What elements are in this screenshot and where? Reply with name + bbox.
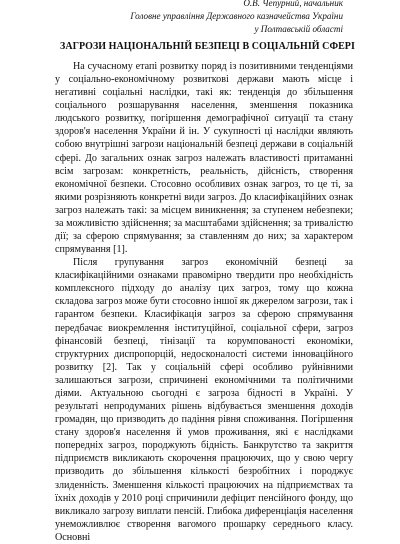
- author-name: О.В. Чепурний, начальник: [243, 0, 343, 8]
- paragraph-2: Після групування загроз економічній безпеці за класифікаційними ознаками правомірно твердити про необхідність комплексного підходу до аналізу цих загроз, тому що кожна складова загроз може бути стосовно іншої як джерелом загрози, так і гарантом безпеки. Класифікація загроз за сферою спрямування передбачає виокремлення інституційної, соціальної сфери, загроз фінансовій безпеці, тінізації та корумпованості економіки, структурних диспропорцій, недосконалості системи інноваційного розвитку [2]. Так у соціальній сфері особливо руйнівними залишаються загрози, спричинені економічними та політичними діями. Актуальною сьогодні є загроза бідності в Україні. У результаті непродуманих рішень відбувається зменшення доходів громадян, що призводить до падіння рівня споживання. Погіршення стану здоров'я населення й умов проживання, які є наслідками попередніх загроз, породжують бідність. Банкрутство та закриття підприємств викликають скорочення працюючих, що у свою чергу призводить до збільшення кількості безробітних і породжує злиденність. Зменшення кількості працюючих на підприємствах та їхніх доходів у 2010 році спричинили дефіцит пенсійного фонду, що викликало загрозу виплати пенсій. Глибока диференціація населення унеможливлює створення вагомого прошарку середнього класу. Основні: [55, 257, 354, 543]
- paragraph-1: На сучасному етапі розвитку поряд із позитивними тенденціями у соціально-економічному розвиткові держави мають місце і негативні соціальні наслідки, такі як: тенденція до збільшення соціального розшарування населення, зменшення показника людського розвитку, погіршення демографічної ситуації та стану здоров'я населення України й ін. У сукупності ці наслідки являють собою внутрішні загрози національній безпеці держави в соціальній сфері. До загальних ознак загроз належать властивості притаманні всім загрозам: конкретність, реальність, дійсність, створення економічної безпеки. Стосовно особливих ознак загроз, то це ті, за якими розрізняють конкретні види загроз. До класифікаційних ознак загроз належать такі: за місцем виникнення; за ступенем небезпеки; за можливістю здійснення; за масштабами здійснення; за тривалістю дії; за сферою спрямування; за ставленням до них; за характером спрямування [1].: [55, 61, 353, 256]
- author-header: [130, 0, 343, 37]
- article-title: ЗАГРОЗИ НАЦІОНАЛЬНІЙ БЕЗПЕЦІ В СОЦІАЛЬНІЙ СФЕРІ: [60, 41, 355, 52]
- article-body: [55, 60, 353, 544]
- organization-line-1: Головне управління Державного казначейства України: [130, 11, 343, 22]
- organization-line-2: у Полтавській області: [254, 24, 343, 35]
